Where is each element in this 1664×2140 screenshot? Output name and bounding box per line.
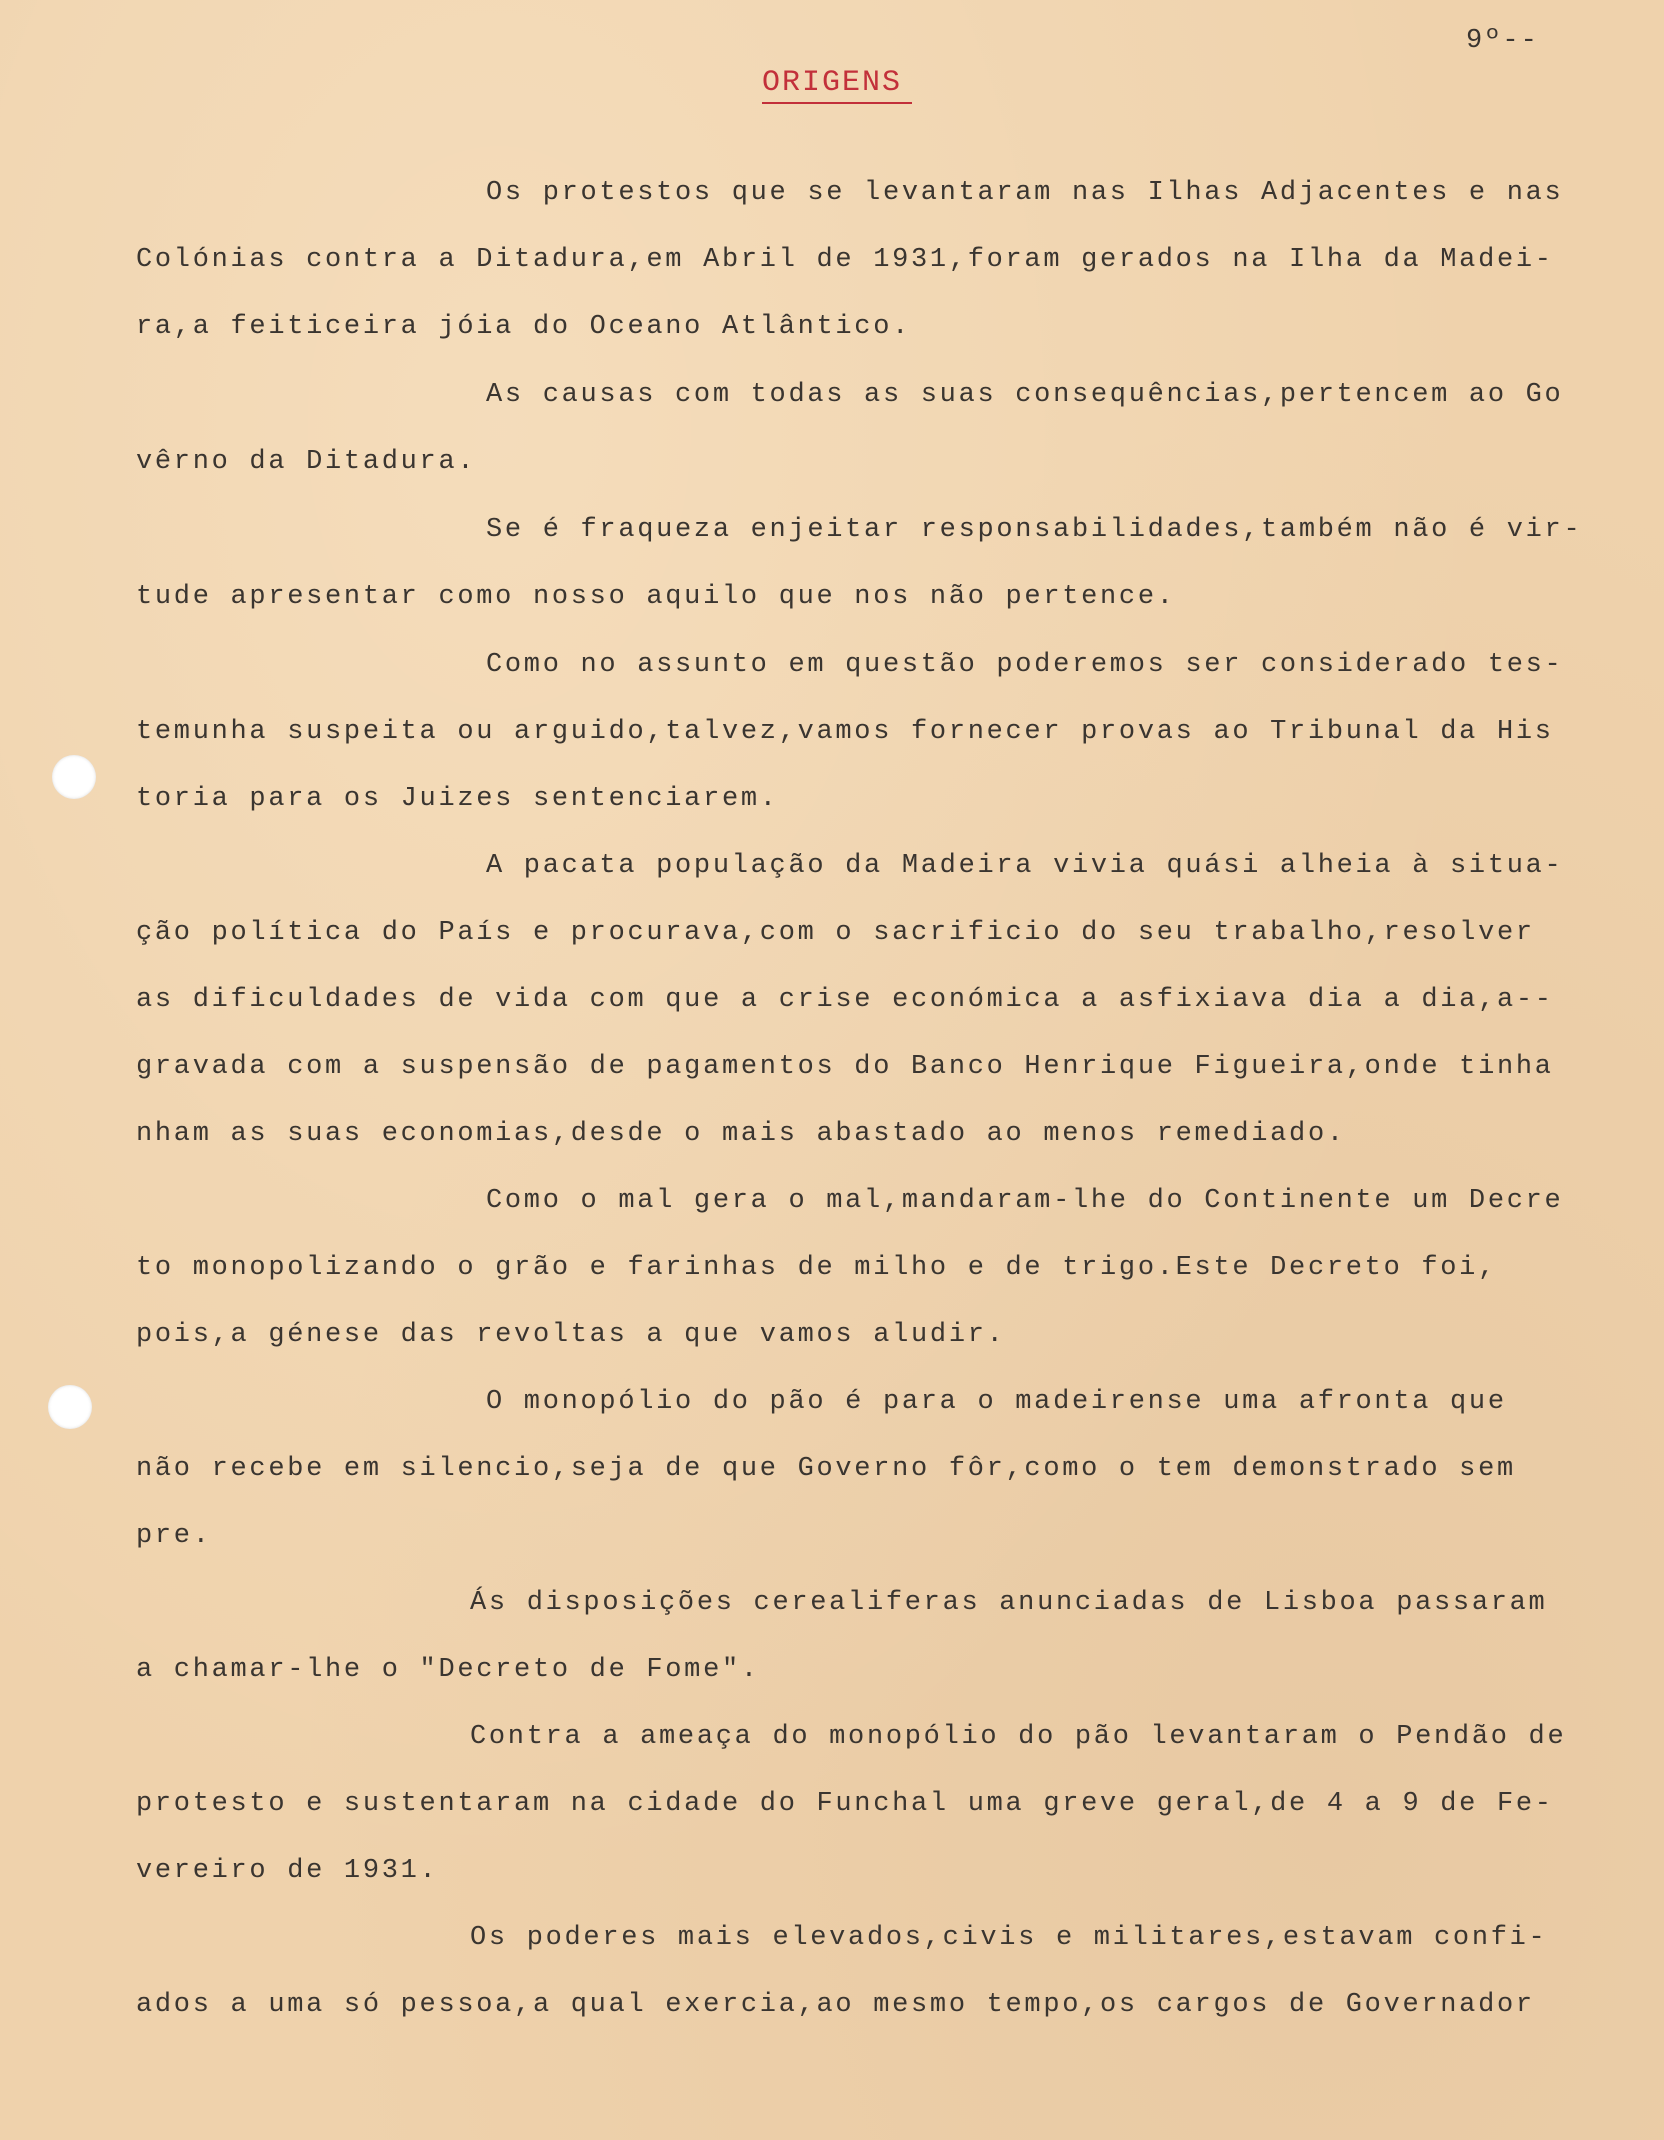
text-line-14: gravada com a suspensão de pagamentos do Banco Henrique Figueira,onde tinha: [136, 1052, 1554, 1082]
text-line-21: pre.: [136, 1521, 212, 1551]
text-line-15: nham as suas economias,desde o mais abastado ao menos remediado.: [136, 1119, 1346, 1149]
text-line-2: Colónias contra a Ditadura,em Abril de 1931,foram gerados na Ilha da Madei-: [136, 245, 1554, 275]
text-line-9: temunha suspeita ou arguido,talvez,vamos fornecer provas ao Tribunal da His: [136, 717, 1554, 747]
text-line-7: tude apresentar como nosso aquilo que nos não pertence.: [136, 582, 1176, 612]
text-line-18: pois,a génese das revoltas a que vamos aludir.: [136, 1320, 1006, 1350]
text-line-3: ra,a feiticeira jóia do Oceano Atlântico.: [136, 312, 912, 342]
text-line-6: Se é fraqueza enjeitar responsabilidades,também não é vir-: [486, 515, 1583, 545]
punch-hole-bottom: [48, 1385, 92, 1429]
text-line-22: Ás disposições cerealiferas anunciadas de Lisboa passaram: [470, 1588, 1548, 1618]
text-line-19: O monopólio do pão é para o madeirense uma afronta que: [486, 1387, 1507, 1417]
text-line-10: toria para os Juizes sentenciarem.: [136, 784, 779, 814]
text-line-27: Os poderes mais elevados,civis e militares,estavam confi-: [470, 1923, 1548, 1953]
text-line-12: ção política do País e procurava,com o sacrificio do seu trabalho,resolver: [136, 918, 1535, 948]
text-line-25: protesto e sustentaram na cidade do Funchal uma greve geral,de 4 a 9 de Fe-: [136, 1789, 1554, 1819]
text-line-23: a chamar-lhe o "Decreto de Fome".: [136, 1655, 760, 1685]
text-line-13: as dificuldades de vida com que a crise económica a asfixiava dia a dia,a--: [136, 985, 1554, 1015]
text-line-28: ados a uma só pessoa,a qual exercia,ao mesmo tempo,os cargos de Governador: [136, 1990, 1535, 2020]
text-line-17: to monopolizando o grão e farinhas de milho e de trigo.Este Decreto foi,: [136, 1253, 1497, 1283]
text-line-5: vêrno da Ditadura.: [136, 447, 477, 477]
text-line-16: Como o mal gera o mal,mandaram-lhe do Continente um Decre: [486, 1186, 1564, 1216]
page-title: ORIGENS: [762, 66, 912, 104]
text-line-20: não recebe em silencio,seja de que Governo fôr,como o tem demonstrado sem: [136, 1454, 1516, 1484]
text-line-8: Como no assunto em questão poderemos ser considerado tes-: [486, 650, 1564, 680]
text-line-4: As causas com todas as suas consequências,pertencem ao Go: [486, 380, 1564, 410]
text-line-11: A pacata população da Madeira vivia quási alheia à situa-: [486, 851, 1564, 881]
text-line-24: Contra a ameaça do monopólio do pão levantaram o Pendão de: [470, 1722, 1567, 1752]
text-line-1: Os protestos que se levantaram nas Ilhas Adjacentes e nas: [486, 178, 1564, 208]
text-line-26: vereiro de 1931.: [136, 1856, 439, 1886]
punch-hole-top: [52, 755, 96, 799]
page-number: 9º--: [1466, 26, 1539, 56]
